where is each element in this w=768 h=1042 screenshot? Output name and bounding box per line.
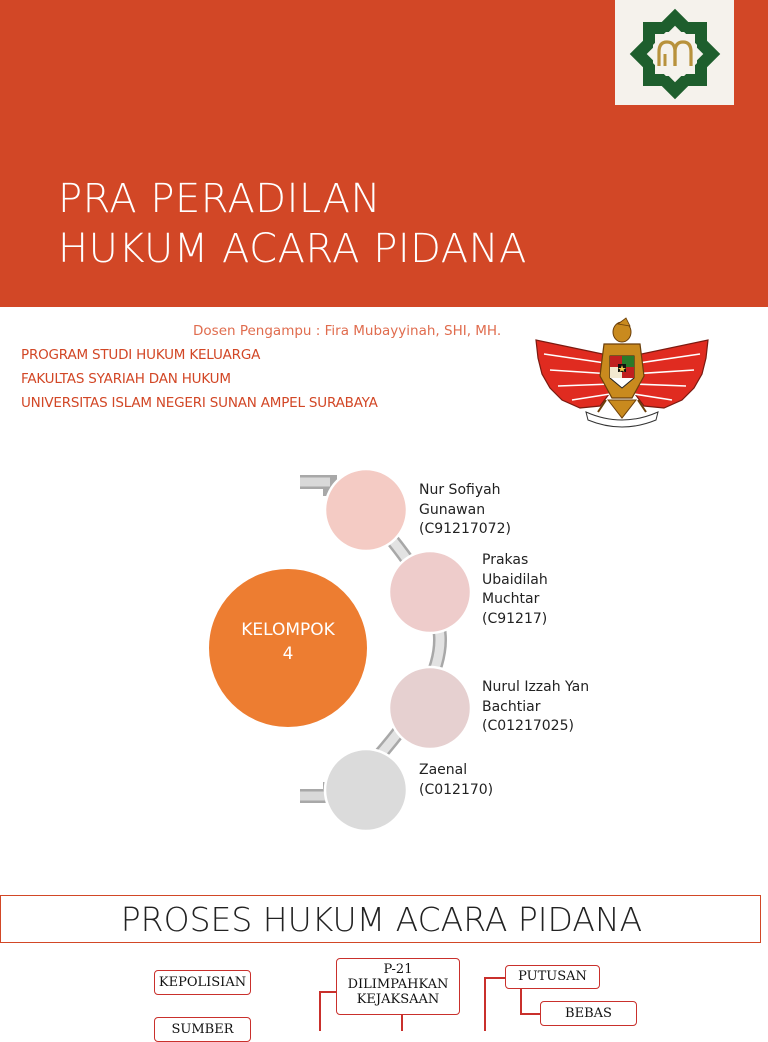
university: UNIVERSITAS ISLAM NEGERI SUNAN AMPEL SURABAYA bbox=[21, 395, 378, 411]
title-banner bbox=[0, 0, 768, 307]
member-4-line-2: (C012170) bbox=[419, 781, 494, 798]
study-program: PROGRAM STUDI HUKUM KELUARGA bbox=[21, 347, 261, 363]
flow-box-sumber: SUMBER bbox=[154, 1017, 251, 1042]
flow-box-putusan: PUTUSAN bbox=[505, 965, 600, 989]
flow-p21-line1: P-21 bbox=[383, 962, 413, 977]
lecturer-text: Dosen Pengampu : Fira Mubayyinah, SHI, MH. bbox=[193, 323, 502, 339]
member-circle-2 bbox=[389, 551, 471, 633]
flow-connector bbox=[319, 991, 336, 993]
member-circle-4 bbox=[325, 749, 407, 831]
member-1-line-3: (C91217072) bbox=[419, 521, 511, 537]
flow-connector bbox=[520, 988, 522, 1014]
flow-box-p21 bbox=[336, 958, 460, 1015]
member-2-line-4: (C91217) bbox=[482, 610, 548, 627]
flow-connector bbox=[484, 977, 486, 1031]
title-line-2: HUKUM ACARA PIDANA bbox=[58, 226, 527, 272]
member-3-line-1: Nurul Izzah Yan bbox=[482, 679, 590, 695]
flow-box-kepolisian: KEPOLISIAN bbox=[154, 970, 251, 995]
title-line-1: PRA PERADILAN bbox=[58, 176, 381, 222]
process-title: PROSES HUKUM ACARA PIDANA bbox=[120, 900, 643, 939]
member-2-line-1: Prakas bbox=[482, 552, 529, 568]
member-label-2 bbox=[482, 551, 548, 629]
member-3-line-3: (C01217025) bbox=[482, 718, 574, 734]
garuda-pancasila-icon bbox=[532, 314, 712, 429]
faculty: FAKULTAS SYARIAH DAN HUKUM bbox=[21, 371, 231, 387]
member-2-line-3: Muchtar bbox=[482, 591, 540, 607]
flow-p21-line3: KEJAKSAAN bbox=[356, 992, 440, 1007]
member-2-line-2: Ubaidilah bbox=[482, 571, 548, 588]
member-label-1 bbox=[419, 481, 511, 540]
flow-connector bbox=[484, 977, 505, 979]
member-1-line-1: Nur Sofiyah bbox=[419, 482, 501, 498]
member-circle-1 bbox=[325, 469, 407, 551]
member-3-line-2: Bachtiar bbox=[482, 698, 541, 715]
member-label-3 bbox=[482, 678, 589, 737]
group-label-line2: 4 bbox=[282, 644, 294, 664]
logo-container bbox=[615, 0, 734, 105]
flow-p21-line2: DILIMPAHKAN bbox=[347, 977, 449, 992]
flow-box-bebas: BEBAS bbox=[540, 1001, 637, 1026]
member-label-4 bbox=[419, 761, 493, 800]
uinsa-logo-icon bbox=[615, 0, 734, 105]
group-diagram bbox=[0, 450, 768, 850]
member-1-line-2: Gunawan bbox=[419, 501, 486, 518]
group-label-line1: KELOMPOK bbox=[241, 620, 335, 640]
flow-connector bbox=[520, 1013, 540, 1015]
member-4-line-1: Zaenal bbox=[419, 762, 468, 778]
group-label bbox=[208, 618, 368, 666]
process-title-frame bbox=[0, 895, 761, 943]
member-circle-3 bbox=[389, 667, 471, 749]
flow-connector bbox=[319, 991, 321, 1031]
process-slide bbox=[0, 889, 768, 1037]
flow-connector bbox=[401, 1015, 403, 1031]
